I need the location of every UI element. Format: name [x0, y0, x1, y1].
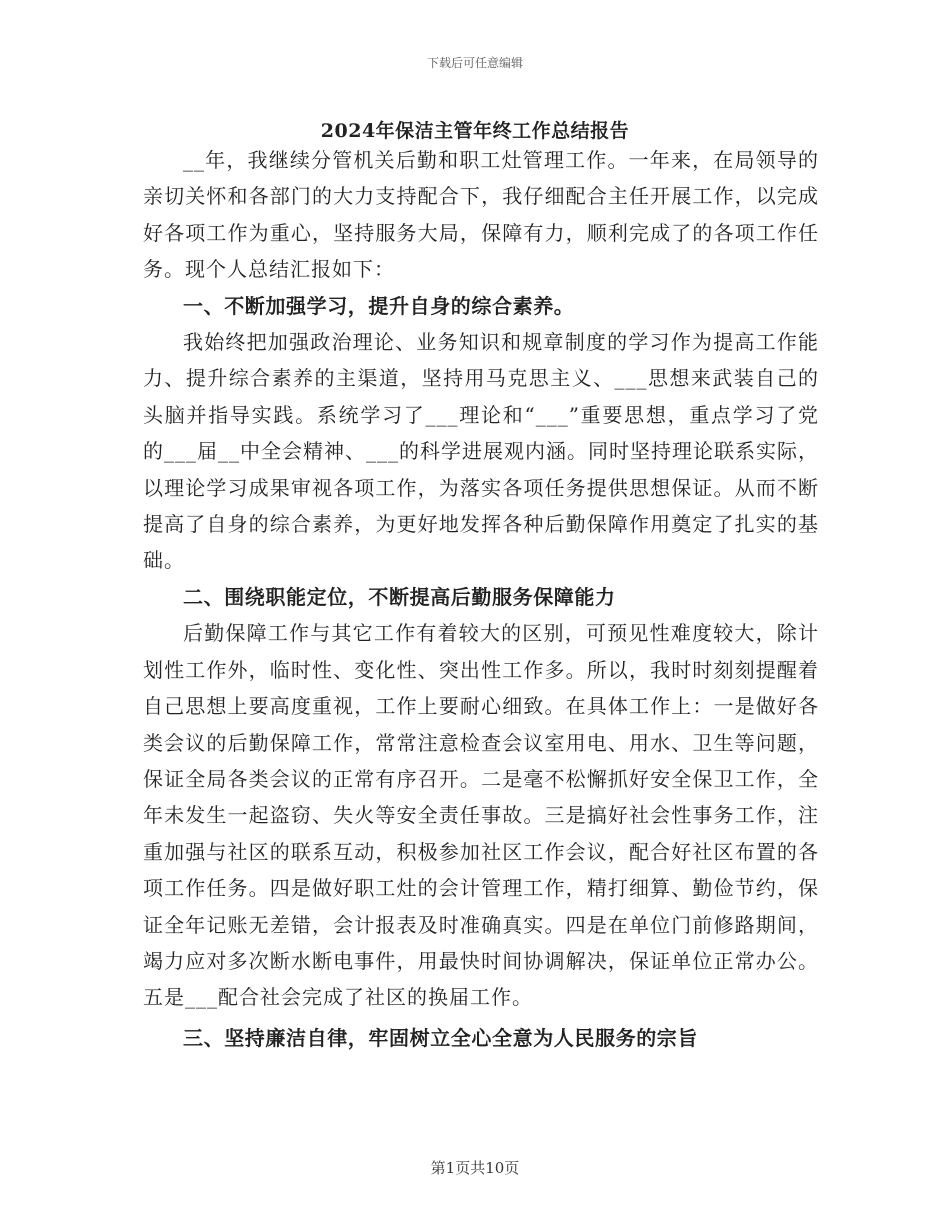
section-heading-1: 一、不断加强学习，提升自身的综合素养。	[183, 293, 575, 318]
section-heading-3: 三、坚持廉洁自律，牢固树立全心全意为人民服务的宗旨	[183, 1025, 698, 1050]
section-2-paragraph: 后勤保障工作与其它工作有着较大的区别，可预见性难度较大，除计划性工作外，临时性、变化性、突出性工作多。所以，我时时刻刻提醒着自己思想上要高度重视，工作上要耐心细致。在具体工作上：一是做好各类会议的后勤保障工作，常常注意检查会议室用电、用水、卫生等问题，保证全局各类会议的正常有序召开。二是毫不松懈抓好安全保卫工作，全年未发生一起盗窃、失火等安全责任事故。三是搞好社会性事务工作，注重加强与社区的联系互动，积极参加社区工作会议，配合好社区布置的各项工作任务。四是做好职工灶的会计管理工作，精打细算、勤俭节约，保证全年记账无差错，会计报表及时准确真实。四是在单位门前修路期间，竭力应对多次断水断电事件，用最快时间协调解决，保证单位正常办公。五是___配合社会完成了社区的换届工作。	[143, 621, 819, 1010]
section-1-paragraph: 我始终把加强政治理论、业务知识和规章制度的学习作为提高工作能力、提升综合素养的主渠道，坚持用马克思主义、___思想来武装自己的头脑并指导实践。系统学习了___理论和“___”重要思想，重点学习了党的___届__中全会精神、___的科学进展观内涵。同时坚持理论联系实际，以理论学习成果审视各项工作，为落实各项任务提供思想保证。从而不断提高了自身的综合素养，为更好地发挥各种后勤保障作用奠定了扎实的基础。	[143, 330, 819, 573]
section-heading-2: 二、围绕职能定位，不断提高后勤服务保障能力	[183, 584, 616, 609]
document-title: 2024年保洁主管年终工作总结报告	[320, 120, 630, 142]
intro-paragraph: __年，我继续分管机关后勤和职工灶管理工作。一年来，在局领导的亲切关怀和各部门的大力支持配合下，我仔细配合主任开展工作，以完成好各项工作为重心，坚持服务大局，保障有力，顺利完成了的各项工作任务。现个人总结汇报如下：	[143, 148, 819, 282]
page-number: 第1页共10页	[430, 1159, 520, 1177]
header-note: 下载后可任意编辑	[426, 56, 523, 70]
document-body	[143, 142, 819, 1056]
